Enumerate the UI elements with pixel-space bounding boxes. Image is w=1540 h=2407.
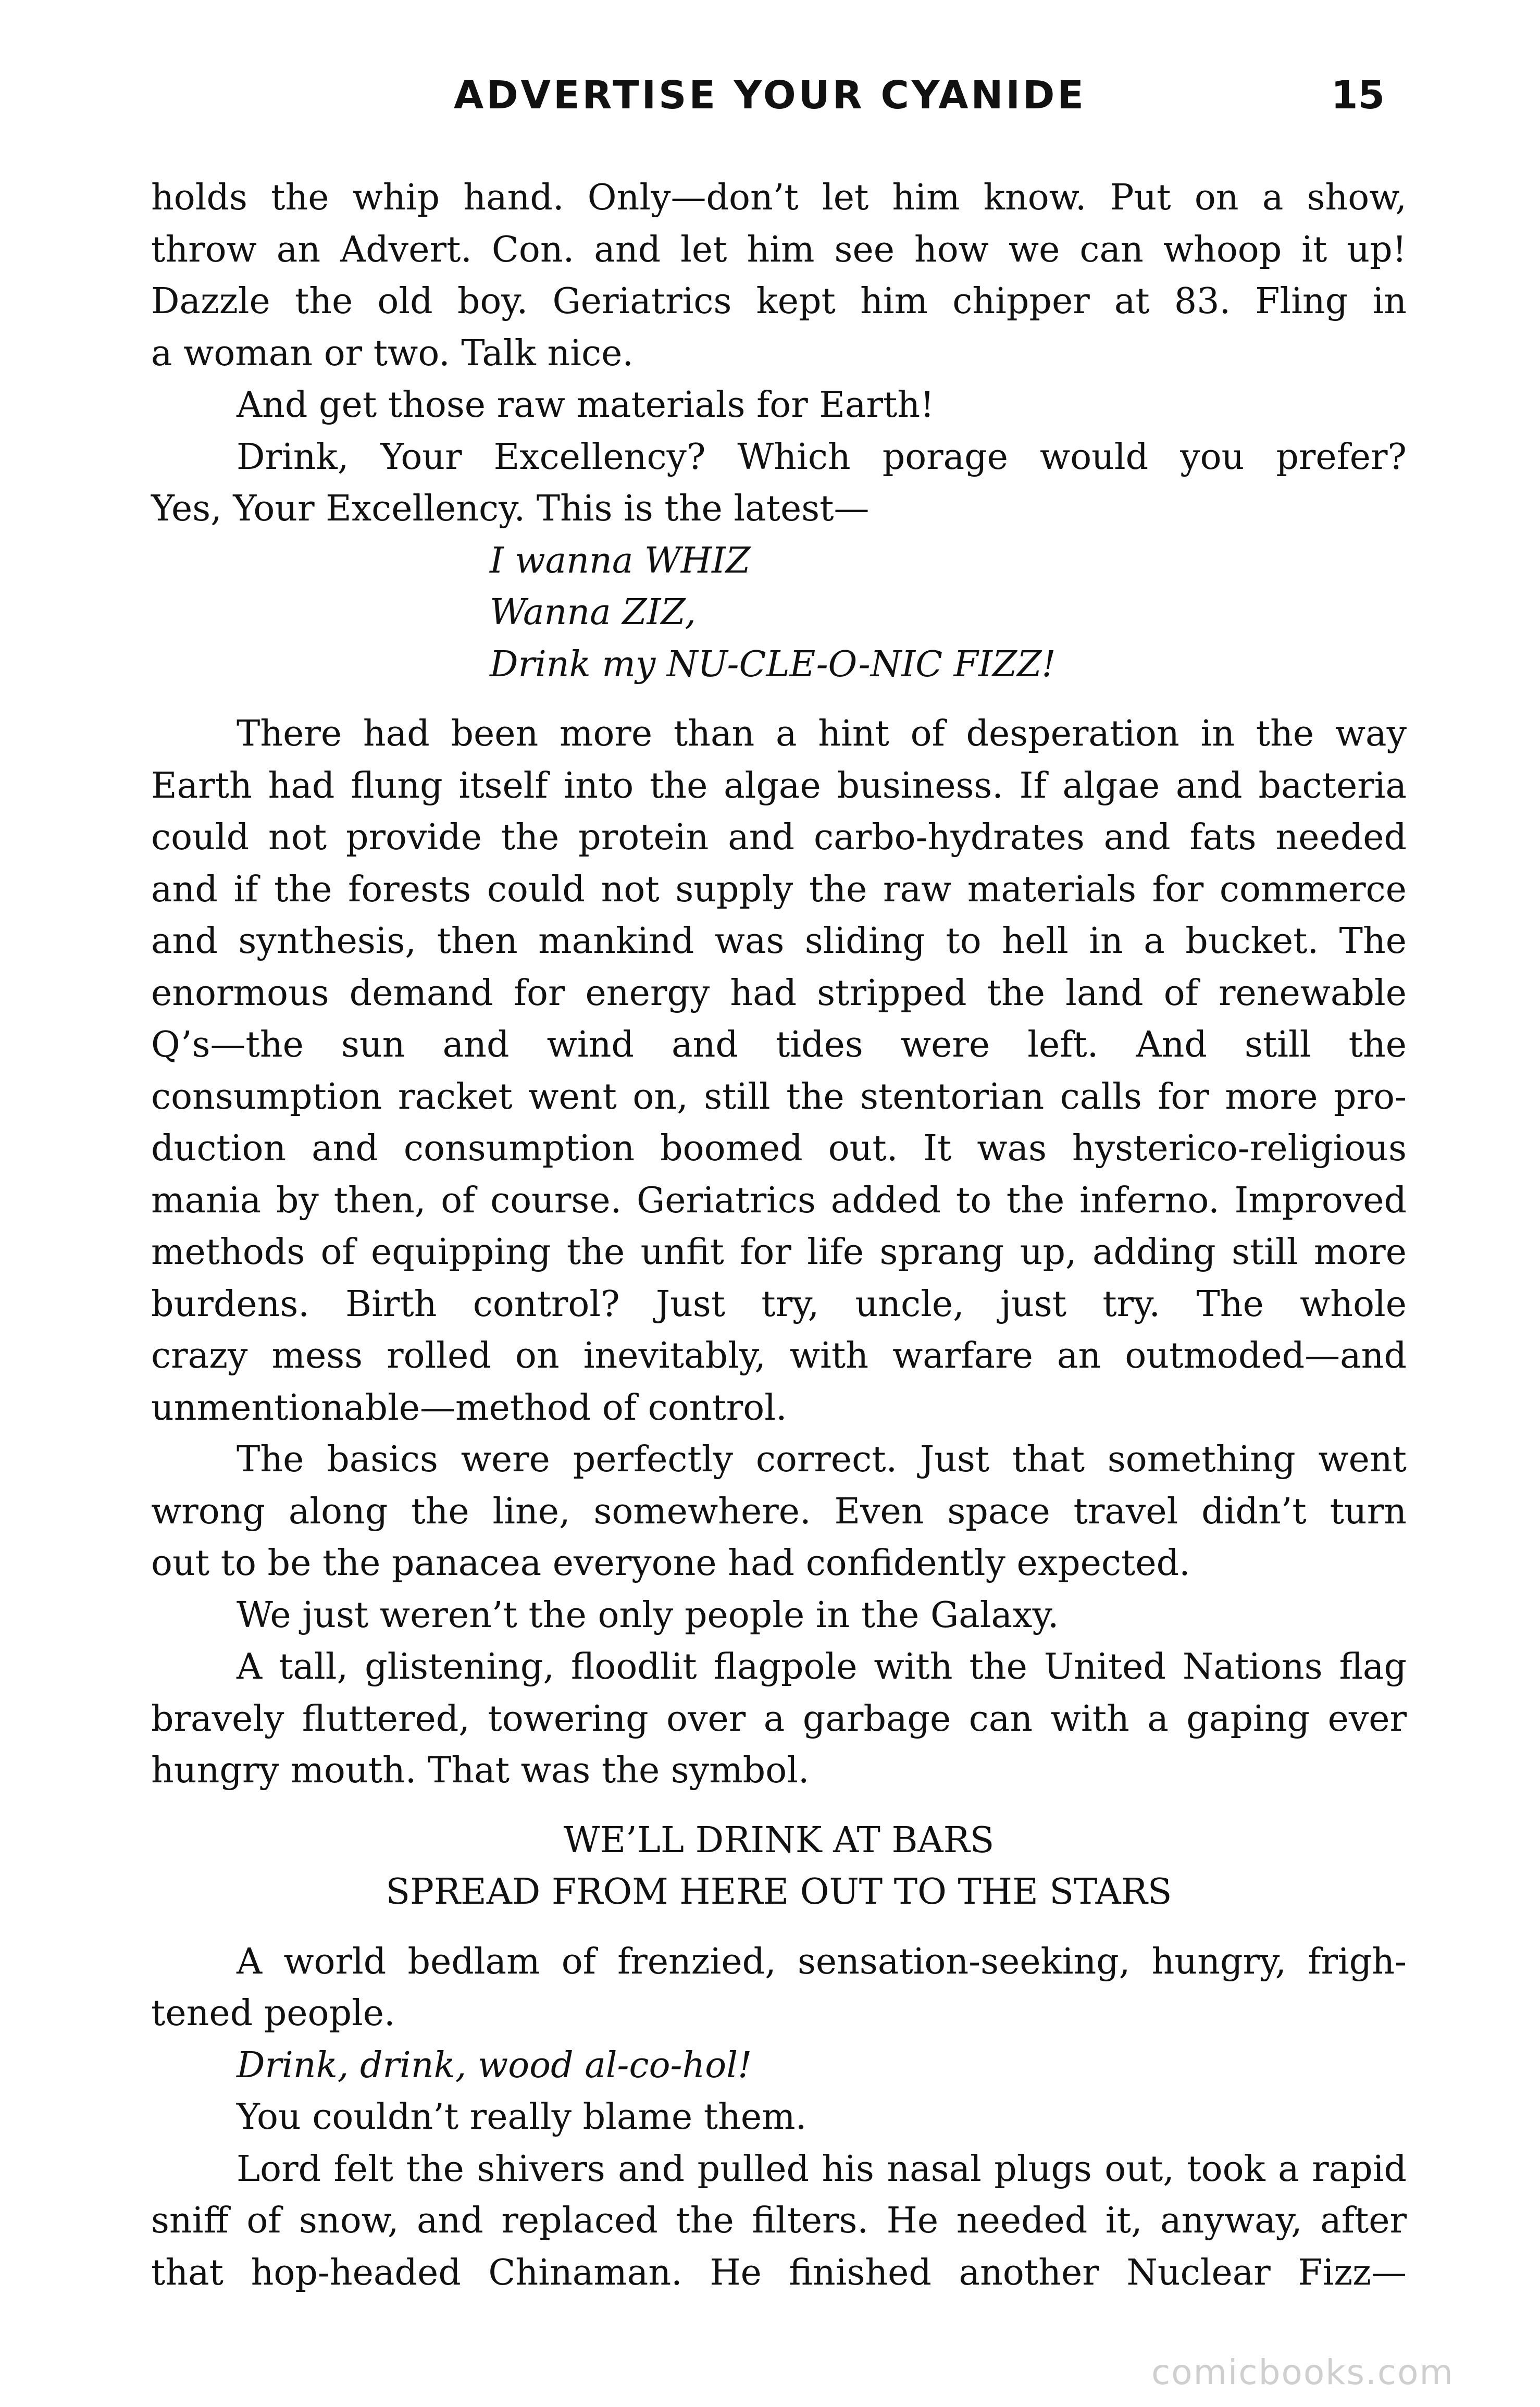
- text-line: enormous demand for energy had stripped the land of renewable: [151, 972, 1407, 1014]
- text-line: And get those raw materials for Earth!: [237, 384, 935, 426]
- text-line: throw an Advert. Con. and let him see how we can whoop it up!: [151, 229, 1407, 270]
- text-line: WE’LL DRINK AT BARS: [563, 1819, 995, 1861]
- text-line: bravely fluttered, towering over a garbage can with a gaping ever: [151, 1698, 1407, 1740]
- text-line: Lord felt the shivers and pulled his nasal plugs out, took a rapid: [237, 2148, 1407, 2190]
- text-line: A tall, glistening, floodlit flagpole with the United Nations flag: [237, 1646, 1407, 1688]
- text-line: consumption racket went on, still the stentorian calls for more pro-: [151, 1076, 1407, 1118]
- running-title: ADVERTISE YOUR CYANIDE: [453, 73, 1086, 118]
- text-line: Earth had flung itself into the algae business. If algae and bacteria: [151, 765, 1407, 807]
- text-line: Drink my NU-CLE-O-NIC FIZZ!: [490, 643, 1056, 685]
- text-line: and if the forests could not supply the raw materials for commerce: [151, 868, 1407, 910]
- page-number: 15: [1331, 73, 1385, 118]
- text-line: SPREAD FROM HERE OUT TO THE STARS: [386, 1871, 1172, 1913]
- text-line: Q’s—the sun and wind and tides were left. And still the: [151, 1024, 1407, 1065]
- text-line: crazy mess rolled on inevitably, with warfare an outmoded—and: [151, 1335, 1407, 1376]
- text-line: wrong along the line, somewhere. Even space travel didn’t turn: [151, 1491, 1407, 1532]
- text-line: Drink, drink, wood al-co-hol!: [237, 2044, 752, 2086]
- text-line: methods of equipping the unfit for life sprang up, adding still more: [151, 1232, 1407, 1273]
- text-line: A world bedlam of frenzied, sensation-seeking, hungry, frigh-: [237, 1941, 1407, 1982]
- text-line: Wanna ZIZ,: [490, 592, 697, 633]
- spacer: [151, 690, 1407, 708]
- text-line: We just weren’t the only people in the Galaxy.: [237, 1594, 1059, 1636]
- text-line: You couldn’t really blame them.: [237, 2096, 807, 2138]
- text-line: Dazzle the old boy. Geriatrics kept him chipper at 83. Fling in: [151, 281, 1407, 322]
- text-line: tened people.: [151, 1993, 395, 2034]
- text-line: Yes, Your Excellency. This is the latest—: [151, 488, 870, 529]
- running-header: [0, 73, 1540, 135]
- watermark: comicbooks.com: [1151, 2352, 1454, 2392]
- body-text: [151, 172, 1407, 2299]
- text-line: hungry mouth. That was the symbol.: [151, 1750, 810, 1791]
- text-line: The basics were perfectly correct. Just that something went: [237, 1439, 1407, 1480]
- text-line: and synthesis, then mankind was sliding to hell in a bucket. The: [151, 921, 1407, 962]
- text-line: could not provide the protein and carbo-hydrates and fats needed: [151, 817, 1407, 858]
- text-line: burdens. Birth control? Just try, uncle, just try. The whole: [151, 1283, 1407, 1325]
- text-line: out to be the panacea everyone had confidently expected.: [151, 1543, 1190, 1584]
- text-line: unmentionable—method of control.: [151, 1387, 787, 1429]
- text-line: mania by then, of course. Geriatrics added to the inferno. Improved: [151, 1180, 1407, 1221]
- text-line: Drink, Your Excellency? Which porage would you prefer?: [237, 436, 1407, 478]
- text-line: duction and consumption boomed out. It was hysterico-religious: [151, 1128, 1407, 1169]
- text-line: I wanna WHIZ: [490, 540, 751, 581]
- text-line: holds the whip hand. Only—don’t let him know. Put on a show,: [151, 177, 1407, 218]
- text-line: sniff of snow, and replaced the filters. He needed it, anyway, after: [151, 2200, 1407, 2241]
- text-line: a woman or two. Talk nice.: [151, 332, 634, 374]
- text-line: There had been more than a hint of desperation in the way: [237, 713, 1407, 754]
- spacer: [151, 1918, 1407, 1936]
- spacer: [151, 1797, 1407, 1815]
- text-line: that hop-headed Chinaman. He finished another Nuclear Fizz—: [151, 2252, 1407, 2293]
